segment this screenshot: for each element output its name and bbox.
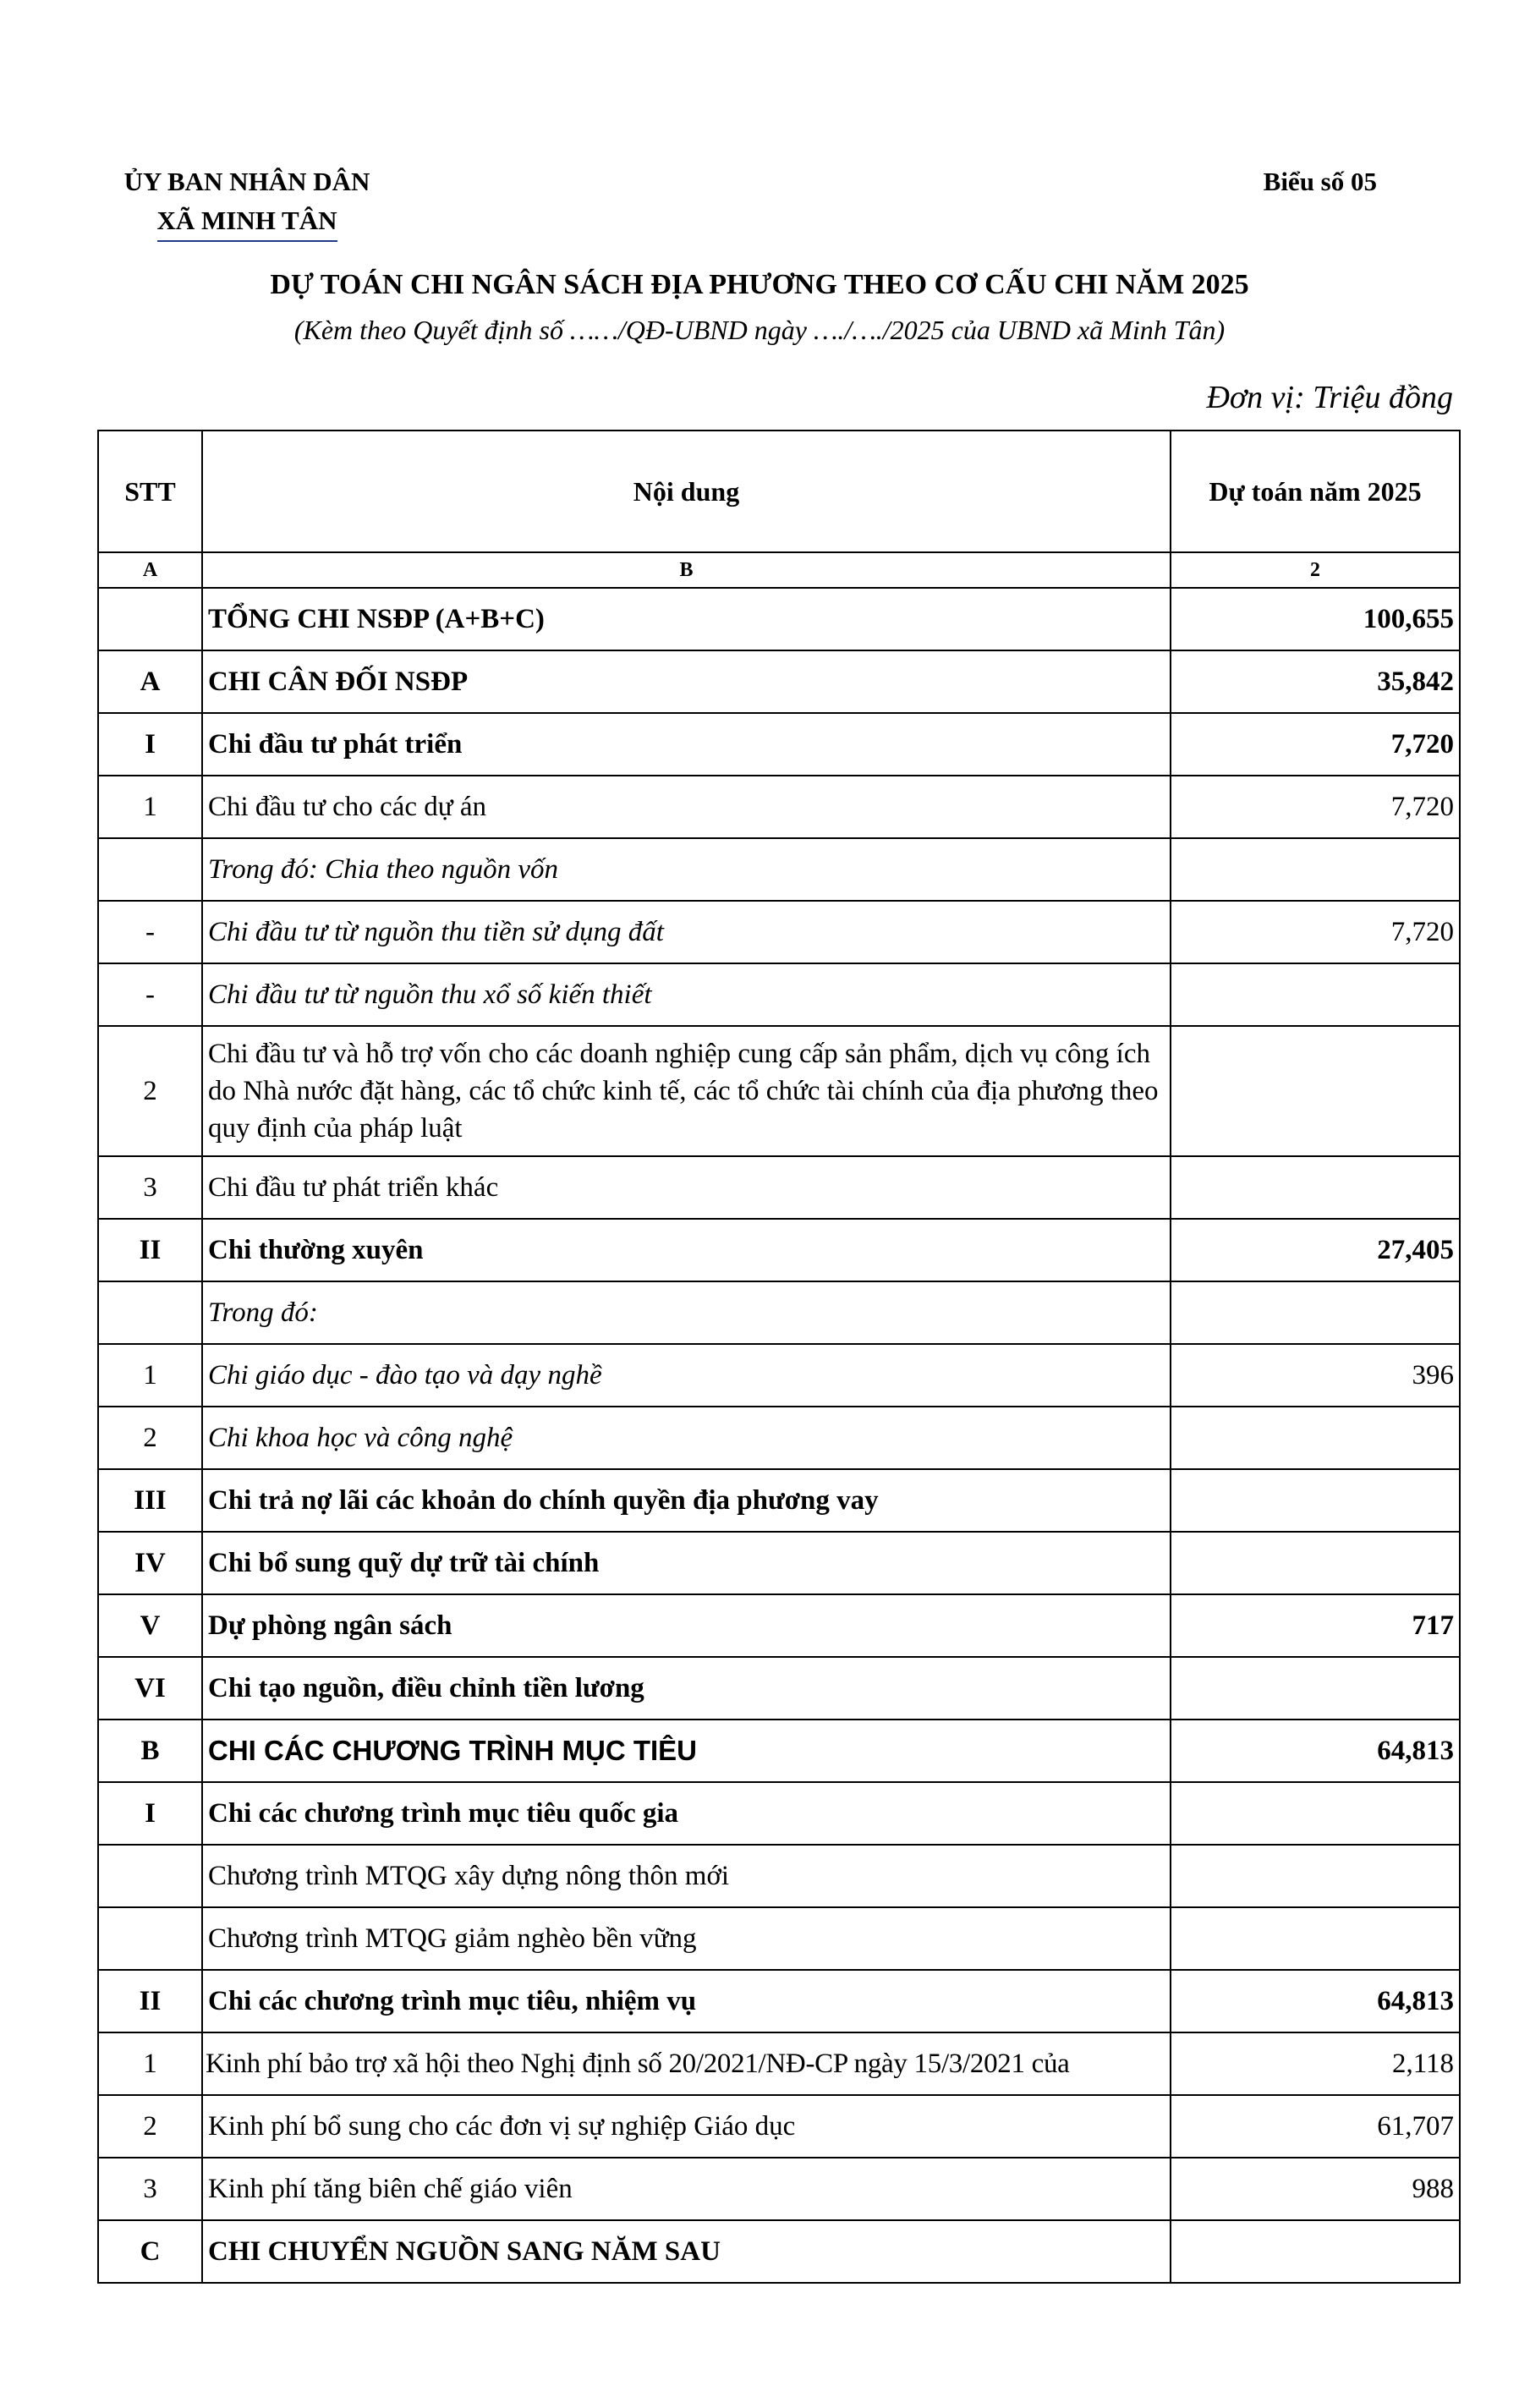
authority-line-2: XÃ MINH TÂN [157,201,337,242]
row-stt: 2 [98,2095,202,2158]
table-row [98,1344,1460,1407]
row-value [1171,1026,1460,1156]
issuing-authority [103,162,391,242]
row-content: Chi bổ sung quỹ dự trữ tài chính [202,1532,1171,1594]
row-content: Chương trình MTQG giảm nghèo bền vững [202,1907,1171,1970]
row-value: 64,813 [1171,1720,1460,1782]
row-stt [98,588,202,650]
row-content: Trong đó: [202,1281,1171,1344]
table-row [98,1845,1460,1907]
row-content: Chi các chương trình mục tiêu, nhiệm vụ [202,1970,1171,2032]
row-value [1171,2220,1460,2283]
row-value: 100,655 [1171,588,1460,650]
table-row [98,2095,1460,2158]
row-stt: I [98,1782,202,1845]
row-content: Chi đầu tư từ nguồn thu xổ số kiến thiết [202,963,1171,1026]
row-stt: - [98,963,202,1026]
column-code-a: A [98,552,202,588]
row-stt: B [98,1720,202,1782]
row-stt: C [98,2220,202,2283]
table-row [98,901,1460,963]
table-row [98,1970,1460,2032]
row-stt: A [98,650,202,713]
row-content: Chi đầu tư và hỗ trợ vốn cho các doanh nghiệp cung cấp sản phẩm, dịch vụ công ích do Nhà nước đặt hàng, các tổ chức kinh tế, các tổ chức tài chính của địa phương theo quy định của pháp luật [202,1026,1171,1156]
column-code-row [98,552,1460,588]
row-stt: III [98,1469,202,1532]
header-stt: STT [98,431,202,552]
row-stt [98,1907,202,1970]
row-stt: II [98,1219,202,1281]
table-row [98,2220,1460,2283]
row-stt: IV [98,1532,202,1594]
row-content: CHI CÁC CHƯƠNG TRÌNH MỤC TIÊU [202,1720,1171,1782]
table-row [98,1219,1460,1281]
table-row [98,1469,1460,1532]
row-stt: - [98,901,202,963]
row-value: 7,720 [1171,713,1460,776]
row-value: 2,118 [1171,2032,1460,2095]
row-stt: V [98,1594,202,1657]
table-row [98,650,1460,713]
row-value [1171,1532,1460,1594]
row-content: CHI CÂN ĐỐI NSĐP [202,650,1171,713]
row-content: CHI CHUYỂN NGUỒN SANG NĂM SAU [202,2220,1171,2283]
table-row [98,1281,1460,1344]
table-row [98,1657,1460,1720]
table-header-row [98,431,1460,552]
row-content: Chi đầu tư phát triển [202,713,1171,776]
table-row [98,2158,1460,2220]
table-row [98,1407,1460,1469]
row-content: Kinh phí bảo trợ xã hội theo Nghị định số 20/2021/NĐ-CP ngày 15/3/2021 của [202,2032,1171,2095]
row-value [1171,1281,1460,1344]
row-stt: 1 [98,776,202,838]
row-stt: 1 [98,1344,202,1407]
table-row [98,963,1460,1026]
row-value [1171,1907,1460,1970]
table-row [98,1782,1460,1845]
row-content: Chi giáo dục - đào tạo và dạy nghề [202,1344,1171,1407]
row-value [1171,838,1460,901]
row-content: Dự phòng ngân sách [202,1594,1171,1657]
row-content: Chi các chương trình mục tiêu quốc gia [202,1782,1171,1845]
header-content: Nội dung [202,431,1171,552]
row-content: Chi trả nợ lãi các khoản do chính quyền địa phương vay [202,1469,1171,1532]
row-value [1171,963,1460,1026]
table-row [98,776,1460,838]
row-value [1171,1469,1460,1532]
row-stt: II [98,1970,202,2032]
header-estimate: Dự toán năm 2025 [1171,431,1460,552]
budget-table [97,430,1461,2284]
row-content: Kinh phí tăng biên chế giáo viên [202,2158,1171,2220]
table-row [98,2032,1460,2095]
row-value: 7,720 [1171,776,1460,838]
row-content: Chi tạo nguồn, điều chỉnh tiền lương [202,1657,1171,1720]
column-code-c: 2 [1171,552,1460,588]
row-content: Chi đầu tư phát triển khác [202,1156,1171,1219]
table-row [98,838,1460,901]
row-stt [98,1845,202,1907]
row-value: 7,720 [1171,901,1460,963]
row-content: Kinh phí bổ sung cho các đơn vị sự nghiệp Giáo dục [202,2095,1171,2158]
row-value: 35,842 [1171,650,1460,713]
table-row [98,1026,1460,1156]
row-stt [98,1281,202,1344]
table-row [98,713,1460,776]
table-row [98,1156,1460,1219]
row-value [1171,1156,1460,1219]
form-number: Biểu số 05 [1263,167,1377,196]
table-row [98,1532,1460,1594]
table-row [98,1907,1460,1970]
row-value: 64,813 [1171,1970,1460,2032]
unit-label: Đơn vị: Triệu đồng [1206,380,1453,415]
row-value: 27,405 [1171,1219,1460,1281]
row-value: 396 [1171,1344,1460,1407]
row-stt [98,838,202,901]
row-value [1171,1407,1460,1469]
row-value: 61,707 [1171,2095,1460,2158]
row-stt: 3 [98,1156,202,1219]
table-row [98,588,1460,650]
row-content: Trong đó: Chia theo nguồn vốn [202,838,1171,901]
row-stt: 1 [98,2032,202,2095]
table-row [98,1594,1460,1657]
row-content: Chi thường xuyên [202,1219,1171,1281]
row-stt: 2 [98,1026,202,1156]
row-stt: I [98,713,202,776]
row-value [1171,1845,1460,1907]
row-content: Chi khoa học và công nghệ [202,1407,1171,1469]
row-content: Chương trình MTQG xây dựng nông thôn mới [202,1845,1171,1907]
row-value: 988 [1171,2158,1460,2220]
row-content: Chi đầu tư cho các dự án [202,776,1171,838]
row-content: Chi đầu tư từ nguồn thu tiền sử dụng đất [202,901,1171,963]
row-stt: 3 [98,2158,202,2220]
row-value: 717 [1171,1594,1460,1657]
table-row [98,1720,1460,1782]
row-value [1171,1782,1460,1845]
column-code-b: B [202,552,1171,588]
row-content: TỔNG CHI NSĐP (A+B+C) [202,588,1171,650]
row-stt: 2 [98,1407,202,1469]
document-title: DỰ TOÁN CHI NGÂN SÁCH ĐỊA PHƯƠNG THEO CƠ CẤU CHI NĂM 2025 [270,269,1249,300]
row-value [1171,1657,1460,1720]
row-stt: VI [98,1657,202,1720]
document-subtitle: (Kèm theo Quyết định số ……/QĐ-UBND ngày …./…./2025 của UBND xã Minh Tân) [293,315,1226,345]
authority-line-1: ỦY BAN NHÂN DÂN [123,167,370,196]
